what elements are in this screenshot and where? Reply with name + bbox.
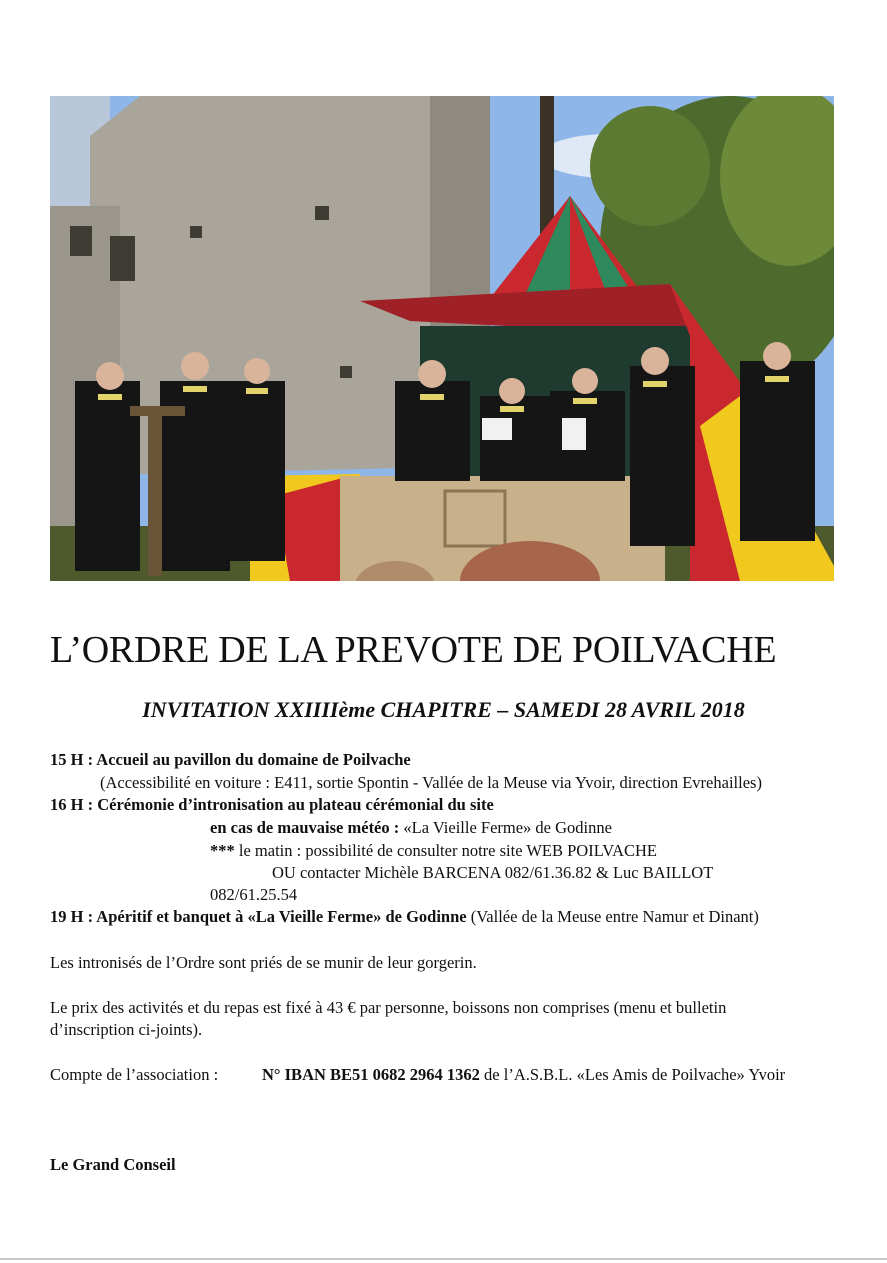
- schedule-19h-detail: (Vallée de la Meuse entre Namur et Dinant): [466, 907, 759, 926]
- note-price-line2: d’inscription ci-joints).: [50, 1020, 203, 1039]
- document-subtitle: INVITATION XXIIIIème CHAPITRE – SAMEDI 28 AVRIL 2018: [142, 697, 745, 722]
- schedule-16h-phone: 082/61.25.54: [210, 885, 298, 904]
- schedule-16h-morning: [210, 841, 657, 861]
- account-holder: de l’A.S.B.L. «Les Amis de Poilvache» Yvoir: [479, 1065, 786, 1084]
- schedule-16h-weather: [210, 818, 612, 838]
- document-title: L’ORDRE DE LA PREVOTE DE POILVACHE: [50, 629, 777, 671]
- schedule-15h-title: 15 H : Accueil au pavillon du domaine de Poilvache: [50, 750, 411, 769]
- schedule-16h-contact: OU contacter Michèle BARCENA 082/61.36.82 & Luc BAILLOT: [272, 863, 714, 882]
- account-iban: N° IBAN BE51 0682 2964 1362: [262, 1065, 480, 1084]
- weather-label: en cas de mauvaise météo :: [210, 818, 400, 837]
- account-label: Compte de l’association :: [50, 1065, 219, 1084]
- note-gorgerin: Les intronisés de l’Ordre sont priés de se munir de leur gorgerin.: [50, 953, 477, 972]
- morning-note: le matin : possibilité de consulter notre site WEB POILVACHE: [234, 841, 657, 860]
- ceremony-photo: [50, 96, 834, 581]
- page-edge-divider: [0, 1258, 887, 1260]
- ceremony-photo-illustration: [50, 96, 834, 581]
- note-price-line1: Le prix des activités et du repas est fixé à 43 € par personne, boissons non comprises (menu et bulletin: [50, 998, 727, 1017]
- weather-location: «La Vieille Ferme» de Godinne: [399, 818, 612, 837]
- schedule-16h-title: 16 H : Cérémonie d’intronisation au plateau cérémonial du site: [50, 795, 494, 814]
- account-details: [262, 1065, 785, 1085]
- schedule-19h: [50, 907, 759, 927]
- schedule-19h-title: 19 H : Apéritif et banquet à «La Vieille Ferme» de Godinne: [50, 907, 467, 926]
- stars-marker: ***: [210, 841, 235, 860]
- schedule-15h-detail: (Accessibilité en voiture : E411, sortie Spontin - Vallée de la Meuse via Yvoir, direction Evrehailles): [100, 773, 762, 792]
- signature: Le Grand Conseil: [50, 1155, 176, 1174]
